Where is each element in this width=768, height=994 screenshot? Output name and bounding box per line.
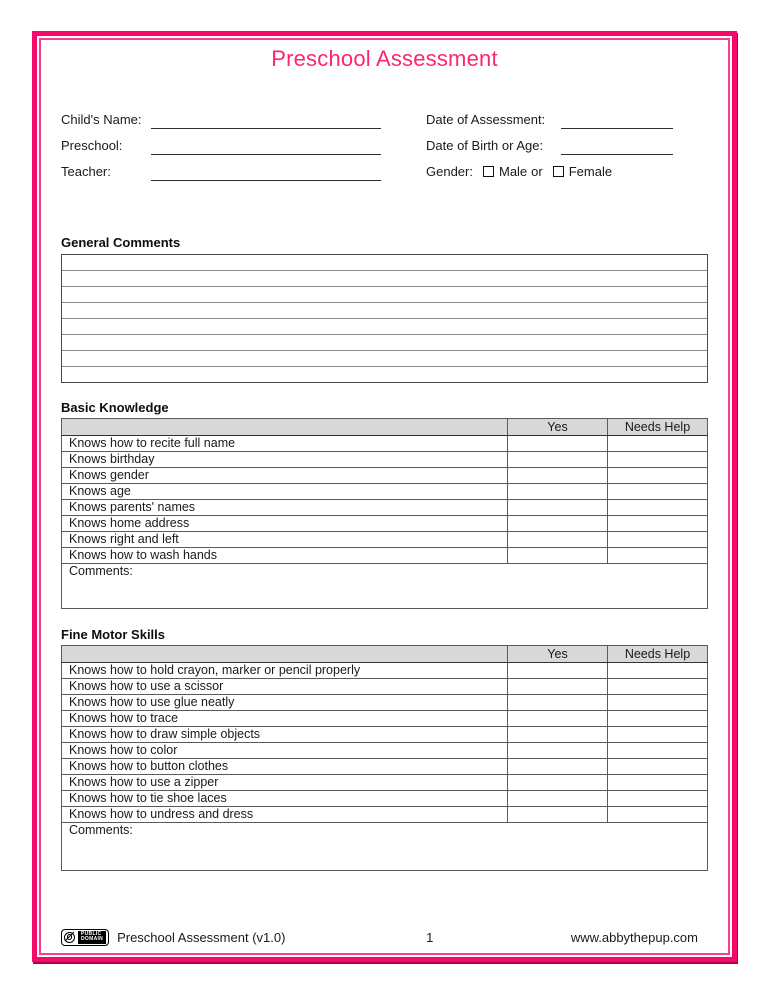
needs-help-answer-cell[interactable] [608,775,708,791]
date-of-birth-line[interactable] [561,141,673,155]
comment-line[interactable] [62,303,707,319]
female-checkbox[interactable] [553,166,564,177]
skill-label: Knows birthday [62,452,508,468]
preschool-label: Preschool: [61,138,123,153]
footer-website: www.abbythepup.com [570,929,698,945]
badge-text-line2: DOMAIN [81,936,104,942]
skill-label: Knows how to trace [62,711,508,727]
preschool-line[interactable] [151,141,381,155]
teacher-label: Teacher: [61,164,111,179]
footer-left [61,929,285,946]
male-label: Male [498,164,528,179]
skill-label: Knows how to use glue neatly [62,695,508,711]
table-header-row [62,646,708,663]
skill-row [62,807,708,823]
comment-line[interactable] [62,335,707,351]
yes-answer-cell[interactable] [508,759,608,775]
comment-line[interactable] [62,367,707,382]
comment-line[interactable] [62,351,707,367]
needs-help-answer-cell[interactable] [608,743,708,759]
field-childs-name [61,112,426,127]
general-comments-heading: General Comments [61,235,181,250]
skill-label: Knows age [62,484,508,500]
needs-help-answer-cell[interactable] [608,452,708,468]
skill-label: Knows how to color [62,743,508,759]
date-of-birth-label: Date of Birth or Age: [426,138,544,153]
skill-row [62,532,708,548]
page-title: Preschool Assessment [271,46,498,71]
skill-row [62,727,708,743]
needs-help-answer-cell[interactable] [608,807,708,823]
skill-row [62,775,708,791]
yes-answer-cell[interactable] [508,743,608,759]
field-preschool [61,138,426,153]
skill-label: Knows how to button clothes [62,759,508,775]
general-comments-box [61,254,708,383]
skill-row [62,516,708,532]
yes-answer-cell[interactable] [508,500,608,516]
needs-help-answer-cell[interactable] [608,484,708,500]
male-checkbox[interactable] [483,166,494,177]
needs-help-answer-cell[interactable] [608,679,708,695]
needs-help-answer-cell[interactable] [608,516,708,532]
field-gender [426,164,708,179]
skill-row [62,711,708,727]
yes-answer-cell[interactable] [508,484,608,500]
skill-row [62,695,708,711]
yes-answer-cell[interactable] [508,711,608,727]
needs-help-answer-cell[interactable] [608,759,708,775]
skill-label: Knows how to wash hands [62,548,508,564]
gender-label: Gender: [426,164,473,179]
yes-answer-cell[interactable] [508,436,608,452]
skill-label: Knows gender [62,468,508,484]
comment-line[interactable] [62,255,707,271]
comment-line[interactable] [62,319,707,335]
table-header-row [62,419,708,436]
fine-motor-skills-table [61,645,708,871]
skill-label: Knows home address [62,516,508,532]
yes-answer-cell[interactable] [508,807,608,823]
skill-label: Knows how to use a zipper [62,775,508,791]
skill-row [62,500,708,516]
needs-help-answer-cell[interactable] [608,468,708,484]
comments-cell[interactable]: Comments: [62,823,708,871]
skill-label: Knows how to undress and dress [62,807,508,823]
basic-knowledge-table [61,418,708,609]
fine-motor-skills-heading: Fine Motor Skills [61,627,166,642]
skill-label: Knows how to tie shoe laces [62,791,508,807]
skill-label: Knows right and left [62,532,508,548]
yes-column-header: Yes [508,419,608,436]
public-domain-badge [61,929,109,946]
skill-row [62,436,708,452]
skill-row [62,468,708,484]
yes-answer-cell[interactable] [508,468,608,484]
date-of-assessment-label: Date of Assessment: [426,112,546,127]
yes-answer-cell[interactable] [508,663,608,679]
needs-help-answer-cell[interactable] [608,532,708,548]
skill-row [62,679,708,695]
needs-help-answer-cell[interactable] [608,711,708,727]
needs-help-column-header: Needs Help [608,419,708,436]
fields-right-column [426,112,708,190]
needs-help-answer-cell[interactable] [608,548,708,564]
yes-answer-cell[interactable] [508,679,608,695]
skill-column-header [62,646,508,663]
badge-text-line1: PUBLIC [81,930,102,937]
childs-name-label: Child's Name: [61,112,142,127]
skill-row [62,759,708,775]
field-date-of-assessment [426,112,708,127]
skill-row [62,743,708,759]
page-border-frame [32,31,737,962]
needs-help-column-header: Needs Help [608,646,708,663]
needs-help-answer-cell[interactable] [608,500,708,516]
page-content [41,40,728,953]
yes-column-header: Yes [508,646,608,663]
field-teacher [61,164,426,179]
yes-answer-cell[interactable] [508,727,608,743]
childs-name-line[interactable] [151,115,381,129]
skill-label: Knows how to hold crayon, marker or pencil properly [62,663,508,679]
comment-line[interactable] [62,287,707,303]
comment-line[interactable] [62,271,707,287]
footer-page-number: 1 [426,929,434,945]
date-of-assessment-line[interactable] [561,115,673,129]
basic-knowledge-heading: Basic Knowledge [61,400,169,415]
needs-help-answer-cell[interactable] [608,695,708,711]
yes-answer-cell[interactable] [508,516,608,532]
field-date-of-birth [426,138,708,153]
skill-label: Knows how to use a scissor [62,679,508,695]
yes-answer-cell[interactable] [508,695,608,711]
teacher-line[interactable] [151,167,381,181]
skill-row [62,452,708,468]
skill-row [62,663,708,679]
comments-row [62,823,708,871]
needs-help-answer-cell[interactable] [608,791,708,807]
skill-row [62,791,708,807]
header-fields [61,112,708,190]
comments-row [62,564,708,609]
fields-left-column [61,112,426,190]
needs-help-answer-cell[interactable] [608,663,708,679]
footer-document-name: Preschool Assessment (v1.0) [117,929,286,945]
skill-row [62,548,708,564]
gender-or-text: or [531,164,543,179]
comments-cell[interactable]: Comments: [62,564,708,609]
skill-column-header [62,419,508,436]
skill-row [62,484,708,500]
yes-answer-cell[interactable] [508,775,608,791]
skill-label: Knows how to recite full name [62,436,508,452]
needs-help-answer-cell[interactable] [608,436,708,452]
yes-answer-cell[interactable] [508,791,608,807]
female-label: Female [568,164,613,179]
page-footer [61,928,708,946]
skill-label: Knows how to draw simple objects [62,727,508,743]
yes-answer-cell[interactable] [508,548,608,564]
needs-help-answer-cell[interactable] [608,727,708,743]
public-domain-badge-text [78,931,106,944]
yes-answer-cell[interactable] [508,532,608,548]
public-domain-mark-icon [64,932,75,943]
page-border-inner-line [39,38,730,955]
yes-answer-cell[interactable] [508,452,608,468]
skill-label: Knows parents' names [62,500,508,516]
